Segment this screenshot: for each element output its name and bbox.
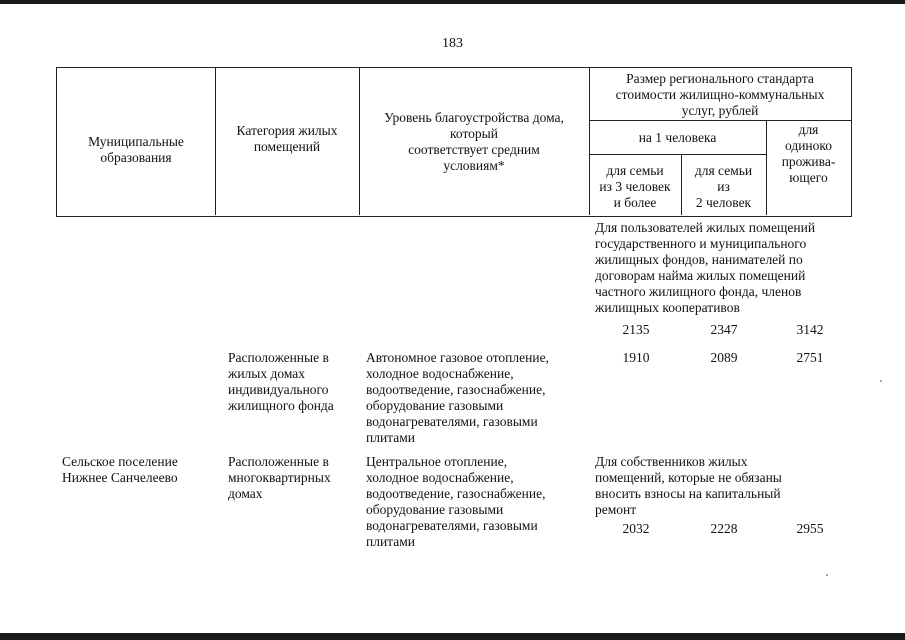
row3-category: Расположенные в многоквартирных домах [228,454,331,501]
row3-value-family3: 2032 [622,521,650,536]
row3-level: Центральное отопление, холодное водоснабжение, водоотведение, газоснабжение, оборудование газовыми водонагревателями, газовыми плитами [366,454,546,549]
note-users: Для пользователей жилых помещений государственного и муниципального жилищных фондов, нанимателей по договорам найма жилых помещений частного жилищного фонда, членов жилищных кооперативов [595,220,816,315]
note-owners: Для собственников жилых помещений, которые не обязаны вносить взносы на капитальный ремонт [595,454,782,517]
header-level: Уровень благоустройства дома, который соответствует средним условиям* [384,110,564,173]
bottom-border-rule [0,633,905,640]
header-municipal: Муниципальные образования [88,134,184,165]
row-divider-2 [589,154,766,155]
row2-value-family3: 1910 [622,350,650,365]
header-family-2: для семьи из 2 человек [694,163,753,210]
row1-value-single: 3142 [796,322,824,337]
page-number: 183 [442,36,463,51]
row2-value-family2: 2089 [710,350,738,365]
row1-value-family2: 2347 [710,322,738,337]
scan-speck [826,574,828,576]
row3-municipal: Сельское поселение Нижнее Санчелеево [62,454,178,485]
scan-speck [880,380,882,382]
row1-value-family3: 2135 [622,322,650,337]
row3-value-family2: 2228 [710,521,738,536]
header-family-3: для семьи из 3 человек и более [599,163,671,210]
header-per-person: на 1 человека [638,130,717,145]
header-standard: Размер регионального стандарта стоимости жилищно-коммунальных услуг, рублей [615,71,825,118]
row2-level: Автономное газовое отопление, холодное водоснабжение, водоотведение, газоснабжение, оборудование газовыми водонагревателями, газовыми плитами [366,350,549,445]
header-category: Категория жилых помещений [236,123,338,154]
top-border-rule [0,0,905,4]
row-divider-1 [589,120,851,121]
table-header [56,67,852,217]
header-single: для одиноко прожива- ющего [781,122,836,185]
row2-value-single: 2751 [796,350,824,365]
row2-category: Расположенные в жилых домах индивидуального жилищного фонда [228,350,334,413]
row3-value-single: 2955 [796,521,824,536]
